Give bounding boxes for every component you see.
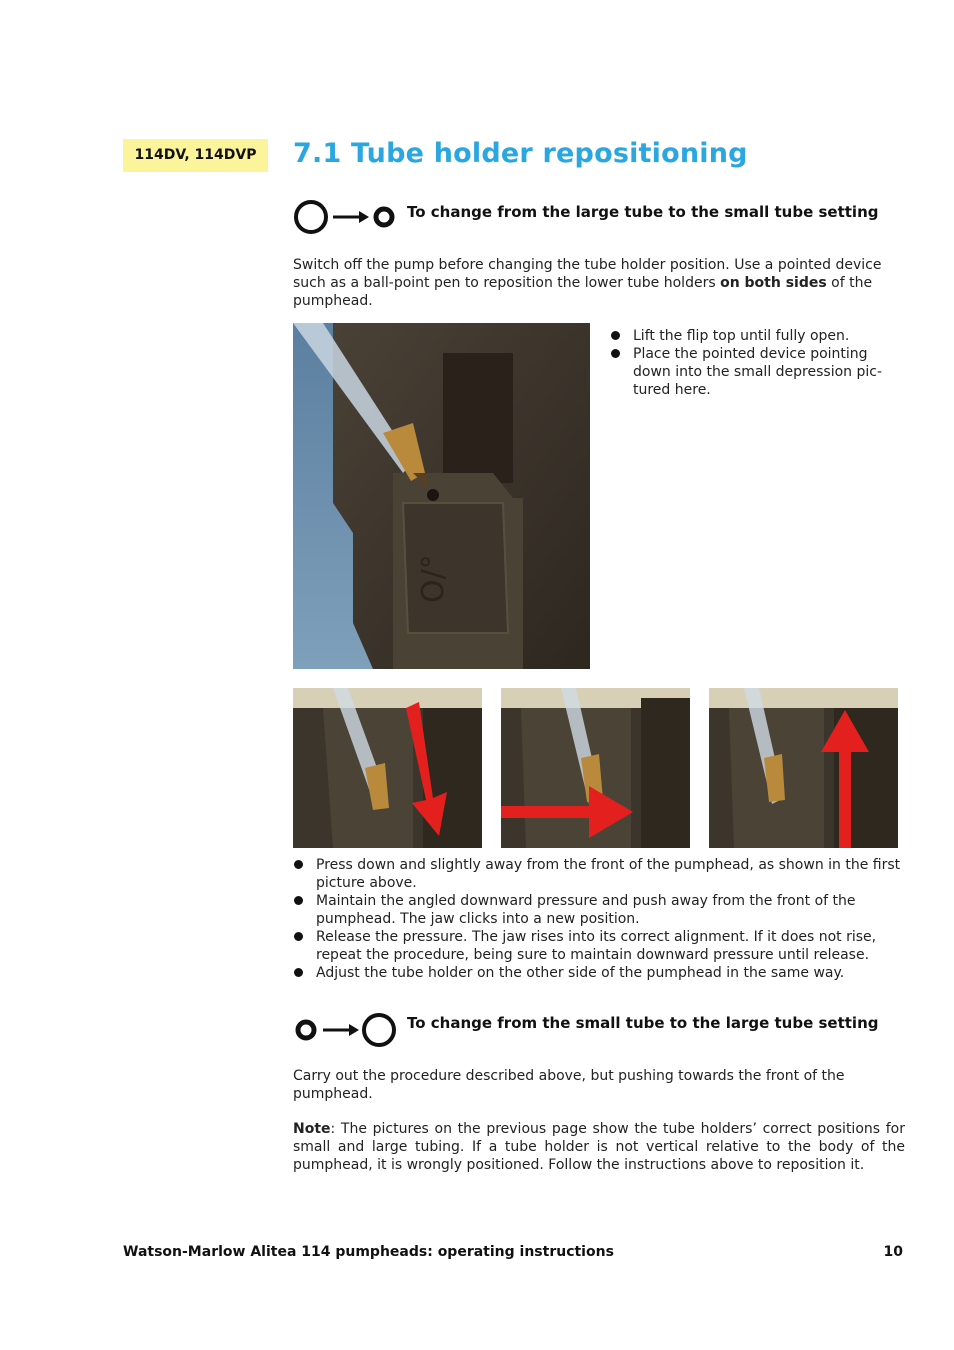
- step-photo-release: [709, 688, 898, 848]
- small-to-large-icon: [293, 1010, 399, 1050]
- step-photo-press-down: [293, 688, 482, 848]
- list-item: Release the pressure. The jaw rises into its correct alignment. If it does not rise, repeat the procedure, being sure to maintain downward pressure until release.: [293, 928, 903, 964]
- small-to-large-heading: To change from the small tube to the large tube setting: [407, 1014, 879, 1032]
- list-item: Adjust the tube holder on the other side of the pumphead in the same way.: [293, 964, 903, 982]
- svg-text:O/°: O/°: [416, 554, 451, 603]
- model-tag: 114DV, 114DVP: [123, 139, 268, 172]
- page-number: 10: [883, 1244, 903, 1260]
- large-to-small-heading: To change from the large tube to the small tube setting: [407, 203, 879, 221]
- small-to-large-paragraph: Carry out the procedure described above, but pushing towards the front of the pumphead.: [293, 1068, 845, 1102]
- page-title: 7.1 Tube holder repositioning: [293, 138, 748, 169]
- large-to-small-icon: [293, 197, 399, 237]
- list-item: Press down and slightly away from the front of the pumphead, as shown in the first picture above.: [293, 856, 903, 892]
- step-photo-push-away: [501, 688, 690, 848]
- photo-bullet-list: [610, 327, 900, 399]
- note-paragraph: Note: The pictures on the previous page show the tube holders’ correct positions for small and large tubing. If a tube holder is not vertical relative to the body of the pumphead, it is wrongly positioned. Follow the instructions above to reposition it.: [293, 1121, 905, 1173]
- steps-list: [293, 856, 903, 982]
- pumphead-photo: [293, 323, 590, 669]
- list-item: Place the pointed device pointing down into the small depression pic-tured here.: [610, 345, 900, 399]
- footer-title: Watson-Marlow Alitea 114 pumpheads: operating instructions: [123, 1244, 614, 1260]
- list-item: Lift the flip top until fully open.: [610, 327, 900, 345]
- list-item: Maintain the angled downward pressure and push away from the front of the pumphead. The jaw clicks into a new position.: [293, 892, 903, 928]
- intro-paragraph: Switch off the pump before changing the tube holder position. Use a pointed device such as a ball-point pen to reposition the lower tube holders on both sides of the pumphead.: [293, 257, 882, 309]
